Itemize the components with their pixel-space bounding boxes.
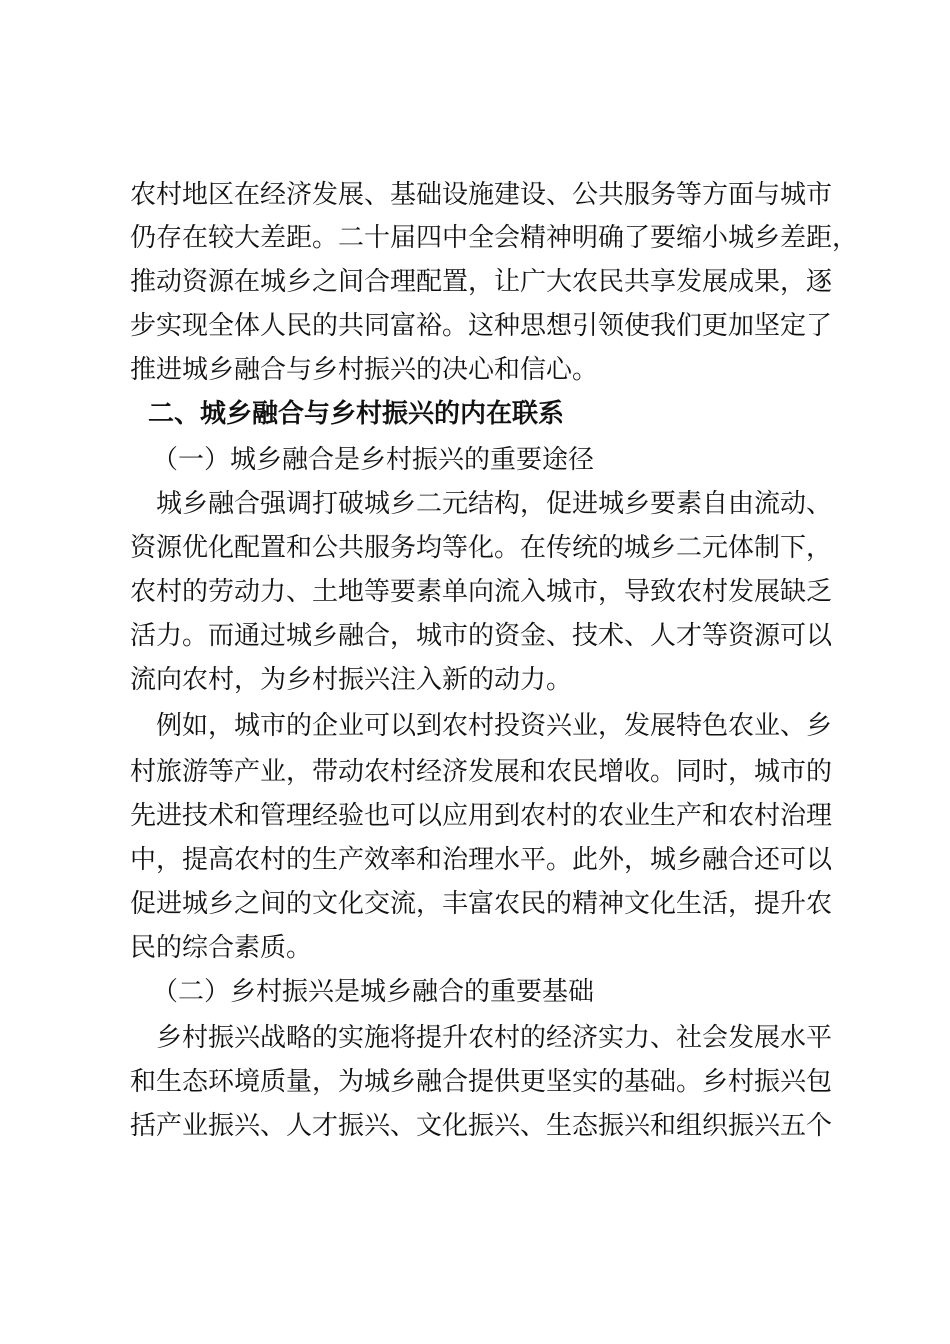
- paragraph-line: 资源优化配置和公共服务均等化。在传统的城乡二元体制下，: [130, 533, 833, 563]
- paragraph-line: 和生态环境质量，为城乡融合提供更坚实的基础。乡村振兴包: [130, 1067, 833, 1097]
- paragraph-line: 推动资源在城乡之间合理配置，让广大农民共享发展成果，逐: [130, 267, 833, 297]
- paragraph-line: 村旅游等产业，带动农村经济发展和农民增收。同时，城市的: [130, 757, 833, 787]
- subsection-heading: （二）乡村振兴是城乡融合的重要基础: [152, 977, 595, 1007]
- paragraph-line: 例如，城市的企业可以到农村投资兴业，发展特色农业、乡: [156, 711, 833, 741]
- paragraph-line: 仍存在较大差距。二十届四中全会精神明确了要缩小城乡差距，: [130, 223, 859, 253]
- subsection-heading: （一）城乡融合是乡村振兴的重要途径: [152, 445, 595, 475]
- paragraph-line: 城乡融合强调打破城乡二元结构，促进城乡要素自由流动、: [156, 489, 833, 519]
- paragraph-line: 步实现全体人民的共同富裕。这种思想引领使我们更加坚定了: [130, 311, 833, 341]
- paragraph-line: 推进城乡融合与乡村振兴的决心和信心。: [130, 355, 599, 385]
- paragraph-line: 促进城乡之间的文化交流，丰富农民的精神文化生活，提升农: [130, 889, 833, 919]
- paragraph-line: 中，提高农村的生产效率和治理水平。此外，城乡融合还可以: [130, 845, 833, 875]
- section-heading: 二、城乡融合与乡村振兴的内在联系: [148, 399, 565, 429]
- paragraph-line: 乡村振兴战略的实施将提升农村的经济实力、社会发展水平: [156, 1023, 833, 1053]
- paragraph-line: 活力。而通过城乡融合，城市的资金、技术、人才等资源可以: [130, 621, 833, 651]
- paragraph-line: 括产业振兴、人才振兴、文化振兴、生态振兴和组织振兴五个: [130, 1111, 833, 1141]
- paragraph-line: 民的综合素质。: [130, 933, 313, 963]
- paragraph-line: 农村的劳动力、土地等要素单向流入城市，导致农村发展缺乏: [130, 577, 833, 607]
- paragraph-line: 农村地区在经济发展、基础设施建设、公共服务等方面与城市: [130, 180, 833, 210]
- paragraph-line: 先进技术和管理经验也可以应用到农村的农业生产和农村治理: [130, 801, 833, 831]
- paragraph-line: 流向农村，为乡村振兴注入新的动力。: [130, 665, 573, 695]
